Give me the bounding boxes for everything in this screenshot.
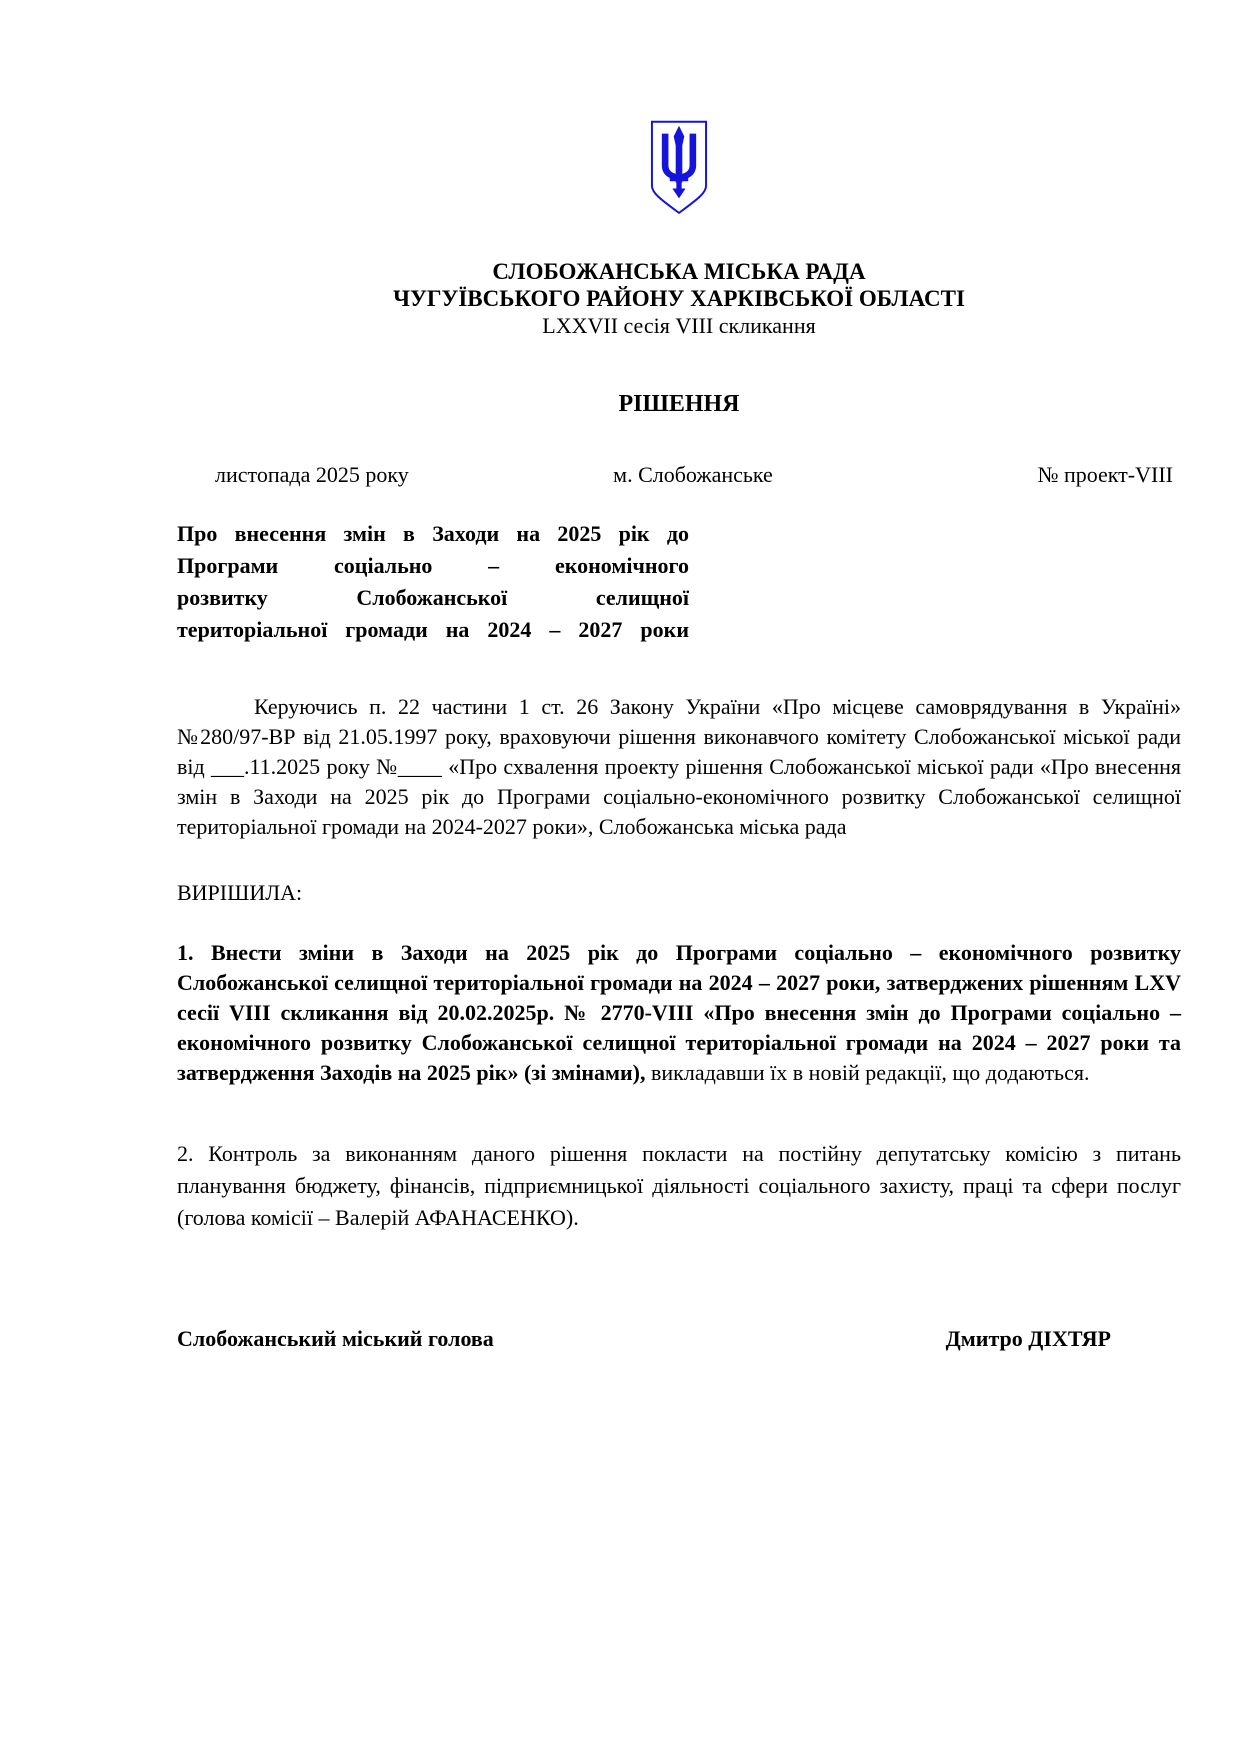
signer-position: Слобожанський міський голова: [177, 1326, 494, 1351]
doc-meta-row: [177, 462, 1181, 488]
ukraine-tryzub-emblem-icon: [646, 116, 712, 220]
org-name-line1: СЛОБОЖАНСЬКА МІСЬКА РАДА: [492, 259, 866, 284]
resolution-item-1-regular: викладавши їх в новій редакції, що додаються.: [645, 1060, 1090, 1085]
resolution-item-1-bold: 1. Внести зміни в Заходи на 2025 рік до Програми соціально – економічного розвитку Слобожанської селищної територіальної громади на 2024 – 2027 роки, затверджених рішенням LXV сесії VIII скликання від 20.02.2025р. № 2770-VIII «Про внесення змін до Програми соціально – економічного розвитку Слобожанської селищної територіальної громади на 2024 – 2027 роки та затвердження Заходів на 2025 рік» (зі змінами),: [177, 940, 1181, 1085]
resolution-item-1: [177, 938, 1181, 1088]
doc-number: № проект-VIII: [1037, 462, 1173, 487]
subject-line: розвитку Слобожанської селищної: [177, 585, 689, 610]
session-info: LXXVII сесія VIII скликання: [542, 313, 816, 338]
subject-line: Програми соціально – економічного: [177, 553, 689, 578]
doc-type-title: РІШЕННЯ: [618, 391, 740, 417]
signer-name: Дмитро ДІХТЯР: [945, 1326, 1111, 1351]
doc-subject-block: [177, 518, 689, 646]
org-name-line2: ЧУГУЇВСЬКОГО РАЙОНУ ХАРКІВСЬКОЇ ОБЛАСТІ: [393, 286, 965, 311]
subject-line: територіальної громади на 2024 – 2027 роки: [177, 617, 689, 642]
doc-place: м. Слобожанське: [613, 462, 773, 487]
doc-date: листопада 2025 року: [215, 462, 409, 487]
preamble-paragraph: Керуючись п. 22 частини 1 ст. 26 Закону України «Про місцеве самоврядування в Україні» №280/97-ВР від 21.05.1997 року, враховуючи рішення виконавчого комітету Слобожанської міської ради від ___.11.2025 року №____ «Про схвалення проекту рішення Слобожанської міської ради «Про внесення змін в Заходи на 2025 рік до Програми соціально-економічного розвитку Слобожанської селищної територіальної громади на 2024-2027 роки», Слобожанська міська рада: [177, 694, 1181, 839]
signature-row: [177, 1326, 1181, 1352]
resolution-item-2: 2. Контроль за виконанням даного рішення покласти на постійну депутатську комісію з питань планування бюджету, фінансів, підприємницької діяльності соціального захисту, праці та сфери послуг (голова комісії – Валерій АФАНАСЕНКО).: [177, 1141, 1181, 1230]
subject-line: Про внесення змін в Заходи на 2025 рік до: [177, 521, 689, 546]
resolved-heading: ВИРІШИЛА:: [177, 880, 303, 905]
